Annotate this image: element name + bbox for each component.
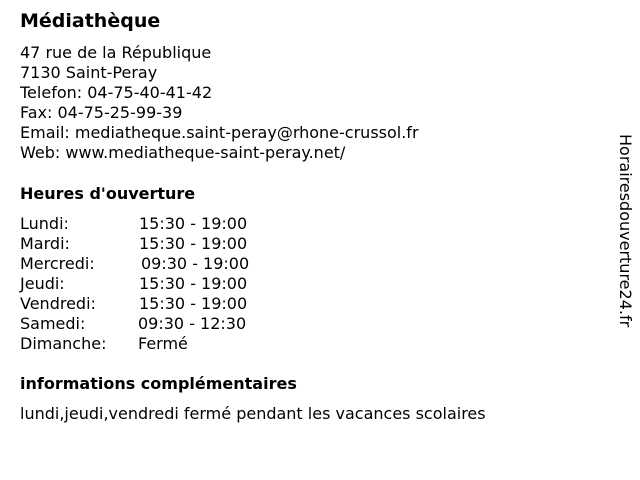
day-label: Jeudi: [20,274,65,293]
time-range: 09:30 - 12:30 [138,314,247,333]
fax-number: Fax: 04-75-25-99-39 [20,103,183,122]
website-address: Web: www.mediatheque-saint-peray.net/ [20,143,346,162]
day-label: Mercredi: [20,254,95,273]
page-title: Médiathèque [20,10,161,32]
city-address: 7130 Saint-Peray [20,63,158,82]
site-brand-vertical: Horairesdouverture24.fr [616,134,635,328]
time-range: 15:30 - 19:00 [139,294,248,313]
time-range: 15:30 - 19:00 [139,234,248,253]
hours-row-friday [20,294,280,314]
street-address: 47 rue de la République [20,43,212,62]
day-label: Vendredi: [20,294,96,313]
time-range: 15:30 - 19:00 [139,274,248,293]
additional-info-text: lundi,jeudi,vendredi fermé pendant les vacances scolaires [20,404,486,423]
hours-row-wednesday [20,254,280,274]
hours-row-thursday [20,274,280,294]
hours-row-sunday [20,334,280,354]
time-range: Fermé [138,334,188,353]
day-label: Mardi: [20,234,70,253]
opening-hours-list [20,214,280,354]
address-block [20,43,419,163]
opening-hours-heading: Heures d'ouverture [20,184,196,203]
phone-number: Telefon: 04-75-40-41-42 [20,83,213,102]
email-address: Email: mediatheque.saint-peray@rhone-crussol.fr [20,123,419,142]
hours-row-saturday [20,314,280,334]
day-label: Dimanche: [20,334,107,353]
day-label: Samedi: [20,314,86,333]
hours-row-monday [20,214,280,234]
time-range: 15:30 - 19:00 [139,214,248,233]
day-label: Lundi: [20,214,69,233]
hours-row-tuesday [20,234,280,254]
time-range: 09:30 - 19:00 [141,254,250,273]
additional-info-heading: informations complémentaires [20,374,297,393]
